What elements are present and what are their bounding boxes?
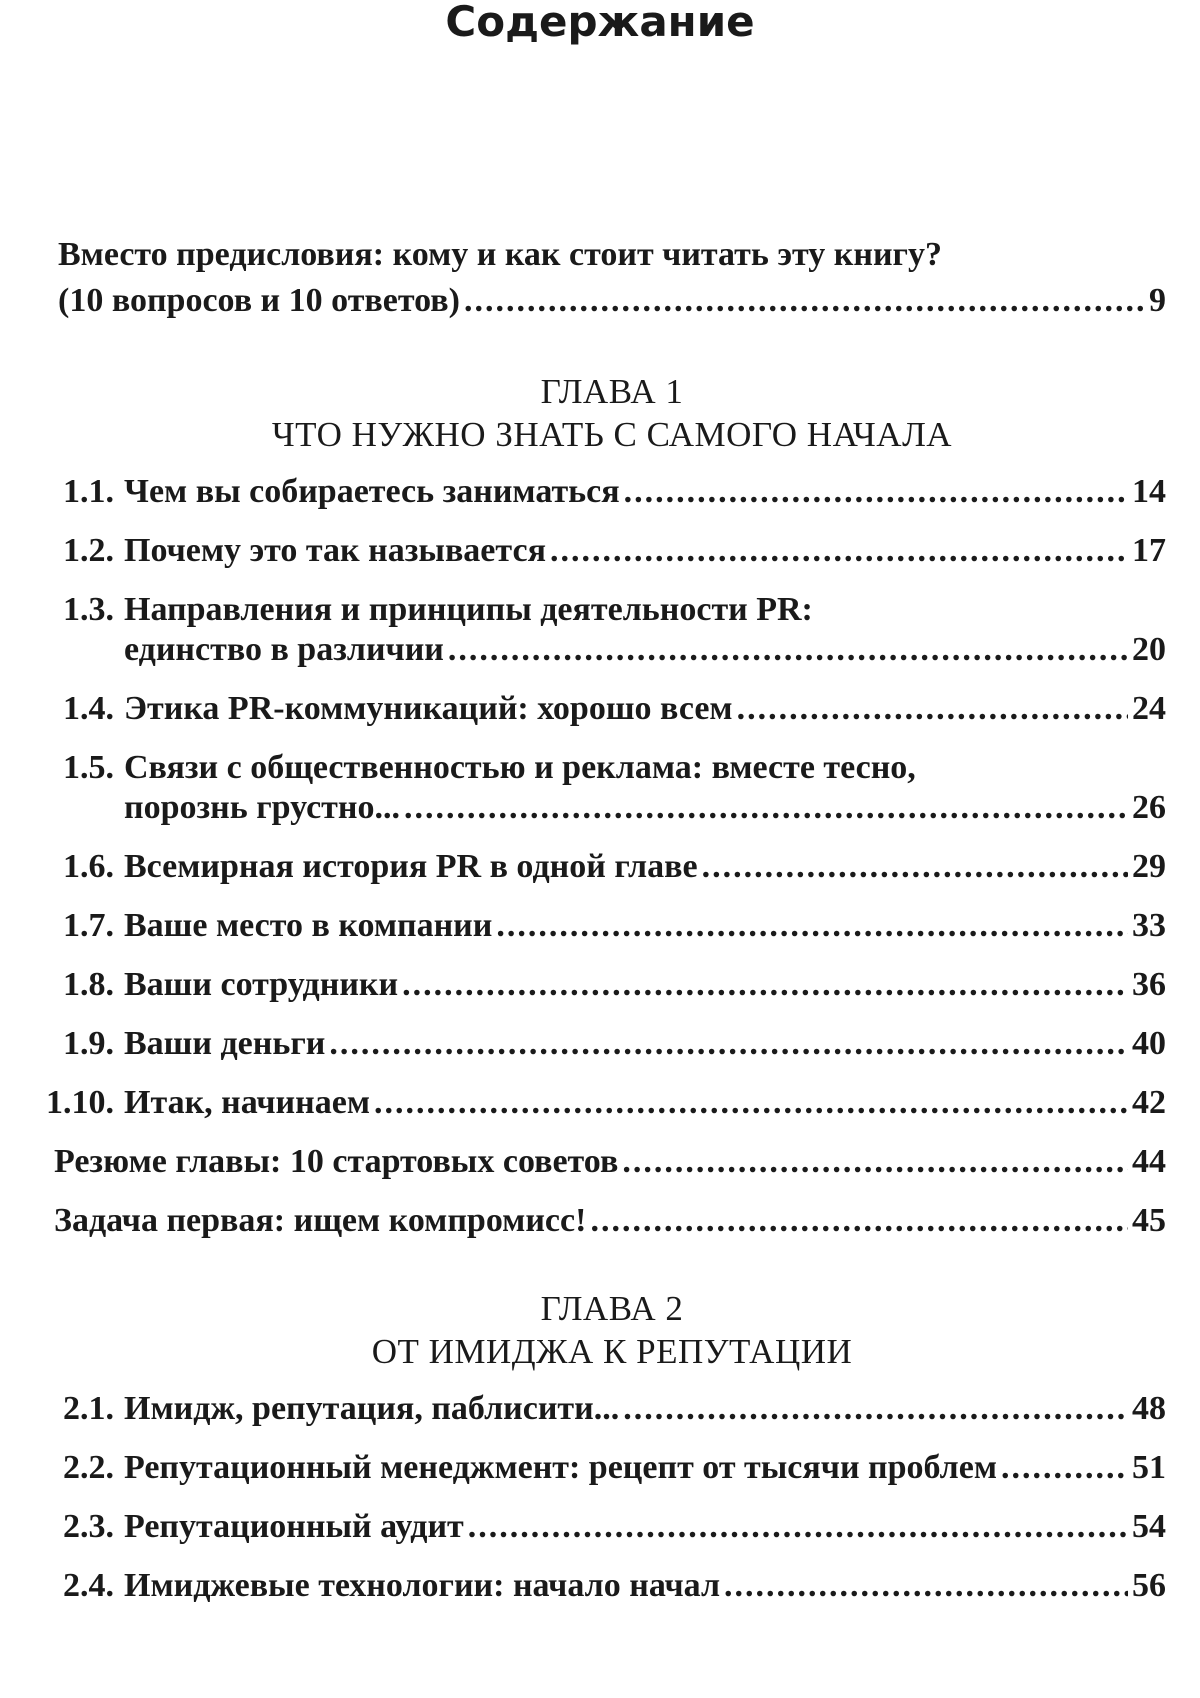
leader-dots xyxy=(724,1566,1128,1606)
toc-entry-intro-line1: Вместо предисловия: кому и как стоит читать эту книгу? xyxy=(58,236,942,273)
toc-entry-number: 2.3. xyxy=(63,1508,114,1545)
toc-entry-number: 1.2. xyxy=(63,532,114,569)
toc-entry-title: Всемирная история PR в одной главе xyxy=(124,848,698,885)
toc-entry-1-1[interactable] xyxy=(58,472,1166,512)
leader-dots xyxy=(1001,1448,1128,1488)
chapter-2-label: ГЛАВА 2 xyxy=(540,1289,684,1328)
toc-entry-page: 40 xyxy=(1132,1025,1166,1062)
toc-entry-1-10[interactable] xyxy=(46,1083,1166,1123)
leader-dots xyxy=(702,847,1128,887)
toc-entry-2-1[interactable] xyxy=(58,1389,1166,1429)
toc-entry-title: Репутационный аудит xyxy=(124,1508,464,1545)
toc-entry-page: 51 xyxy=(1132,1449,1166,1486)
chapter-1-heading xyxy=(58,370,1166,456)
toc-entry-1-7[interactable] xyxy=(58,906,1166,946)
toc-entry-chapter-1-summary[interactable] xyxy=(54,1142,1166,1182)
leader-dots xyxy=(622,1142,1128,1182)
toc-entry-number: 1.6. xyxy=(63,848,114,885)
toc-entry-page: 42 xyxy=(1132,1084,1166,1121)
toc-entry-title: Ваши сотрудники xyxy=(124,966,399,1003)
leader-dots xyxy=(402,965,1128,1005)
toc-entry-title: Итак, начинаем xyxy=(124,1084,370,1121)
table-of-contents xyxy=(46,232,1166,1606)
toc-entry-title: Направления и принципы деятельности PR: xyxy=(124,591,813,628)
toc-entry-title: Ваши деньги xyxy=(124,1025,326,1062)
toc-entry-1-2[interactable] xyxy=(58,531,1166,571)
leader-dots xyxy=(464,278,1145,324)
leader-dots xyxy=(624,472,1128,512)
toc-entry-intro-page: 9 xyxy=(1149,282,1166,319)
toc-entry-page: 17 xyxy=(1132,532,1166,569)
page-title: Содержание xyxy=(445,0,755,46)
toc-entry-number: 1.3. xyxy=(63,591,114,628)
leader-dots xyxy=(374,1083,1128,1123)
leader-dots xyxy=(590,1201,1128,1241)
toc-entry-1-3[interactable] xyxy=(58,590,1166,670)
toc-entry-title: Имидж, репутация, паблисити... xyxy=(124,1390,620,1427)
toc-entry-page: 14 xyxy=(1132,473,1166,510)
toc-entry-intro-line2: (10 вопросов и 10 ответов) xyxy=(58,282,460,319)
toc-entry-title: Этика PR-коммуникаций: хорошо всем xyxy=(124,690,733,727)
toc-entry-page: 26 xyxy=(1132,789,1166,826)
toc-entry-number: 1.9. xyxy=(63,1025,114,1062)
toc-entry-number: 1.1. xyxy=(63,473,114,510)
toc-entry-number: 1.5. xyxy=(63,749,114,786)
toc-entry-page: 44 xyxy=(1132,1143,1166,1180)
toc-entry-title: Чем вы собираетесь заниматься xyxy=(124,473,620,510)
leader-dots xyxy=(329,1024,1128,1064)
toc-entry-1-9[interactable] xyxy=(58,1024,1166,1064)
toc-entry-2-4[interactable] xyxy=(58,1566,1166,1606)
toc-entry-title: Резюме главы: 10 стартовых советов xyxy=(54,1143,619,1180)
toc-entry-number: 1.8. xyxy=(63,966,114,1003)
leader-dots xyxy=(623,1389,1128,1429)
toc-entry-number: 1.4. xyxy=(63,690,114,727)
toc-entry-title: Ваше место в компании xyxy=(124,907,493,944)
toc-entry-number: 2.4. xyxy=(63,1567,114,1604)
leader-dots xyxy=(404,788,1128,828)
toc-entry-title: Почему это так называется xyxy=(124,532,546,569)
chapter-2-heading xyxy=(58,1287,1166,1373)
toc-entry-page: 45 xyxy=(1132,1202,1166,1239)
toc-entry-2-2[interactable] xyxy=(58,1448,1166,1488)
toc-entry-2-3[interactable] xyxy=(58,1507,1166,1547)
toc-entry-intro[interactable] xyxy=(58,232,1166,324)
toc-entry-1-5[interactable] xyxy=(58,748,1166,828)
toc-entry-number: 2.2. xyxy=(63,1449,114,1486)
chapter-1-label: ГЛАВА 1 xyxy=(540,372,684,411)
toc-entry-title: Имиджевые технологии: начало начал xyxy=(124,1567,721,1604)
leader-dots xyxy=(468,1507,1128,1547)
toc-entry-title: Задача первая: ищем компромисс! xyxy=(54,1202,587,1239)
toc-entry-title: Связи с общественностью и реклама: вместе тесно, xyxy=(124,749,916,786)
toc-entry-number: 2.1. xyxy=(63,1390,114,1427)
toc-entry-number: 1.7. xyxy=(63,907,114,944)
toc-entry-1-6[interactable] xyxy=(58,847,1166,887)
toc-entry-page: 36 xyxy=(1132,966,1166,1003)
toc-entry-number: 1.10. xyxy=(46,1084,114,1121)
toc-entry-page: 54 xyxy=(1132,1508,1166,1545)
chapter-1-title: ЧТО НУЖНО ЗНАТЬ С САМОГО НАЧАЛА xyxy=(271,415,953,454)
toc-entry-page: 24 xyxy=(1132,690,1166,727)
leader-dots xyxy=(496,906,1128,946)
chapter-2-title: ОТ ИМИДЖА К РЕПУТАЦИИ xyxy=(371,1332,853,1371)
toc-entry-page: 20 xyxy=(1132,631,1166,668)
toc-entry-page: 48 xyxy=(1132,1390,1166,1427)
toc-entry-chapter-1-task[interactable] xyxy=(54,1201,1166,1241)
toc-entry-title-cont: единство в различии xyxy=(124,631,444,668)
toc-entry-page: 33 xyxy=(1132,907,1166,944)
leader-dots xyxy=(448,630,1128,670)
toc-entry-1-4[interactable] xyxy=(58,689,1166,729)
toc-entry-page: 29 xyxy=(1132,848,1166,885)
leader-dots xyxy=(737,689,1128,729)
toc-entry-title: Репутационный менеджмент: рецепт от тысячи проблем xyxy=(124,1449,998,1486)
toc-entry-1-8[interactable] xyxy=(58,965,1166,1005)
leader-dots xyxy=(550,531,1128,571)
toc-entry-page: 56 xyxy=(1132,1567,1166,1604)
toc-entry-title-cont: порознь грустно... xyxy=(124,789,400,826)
